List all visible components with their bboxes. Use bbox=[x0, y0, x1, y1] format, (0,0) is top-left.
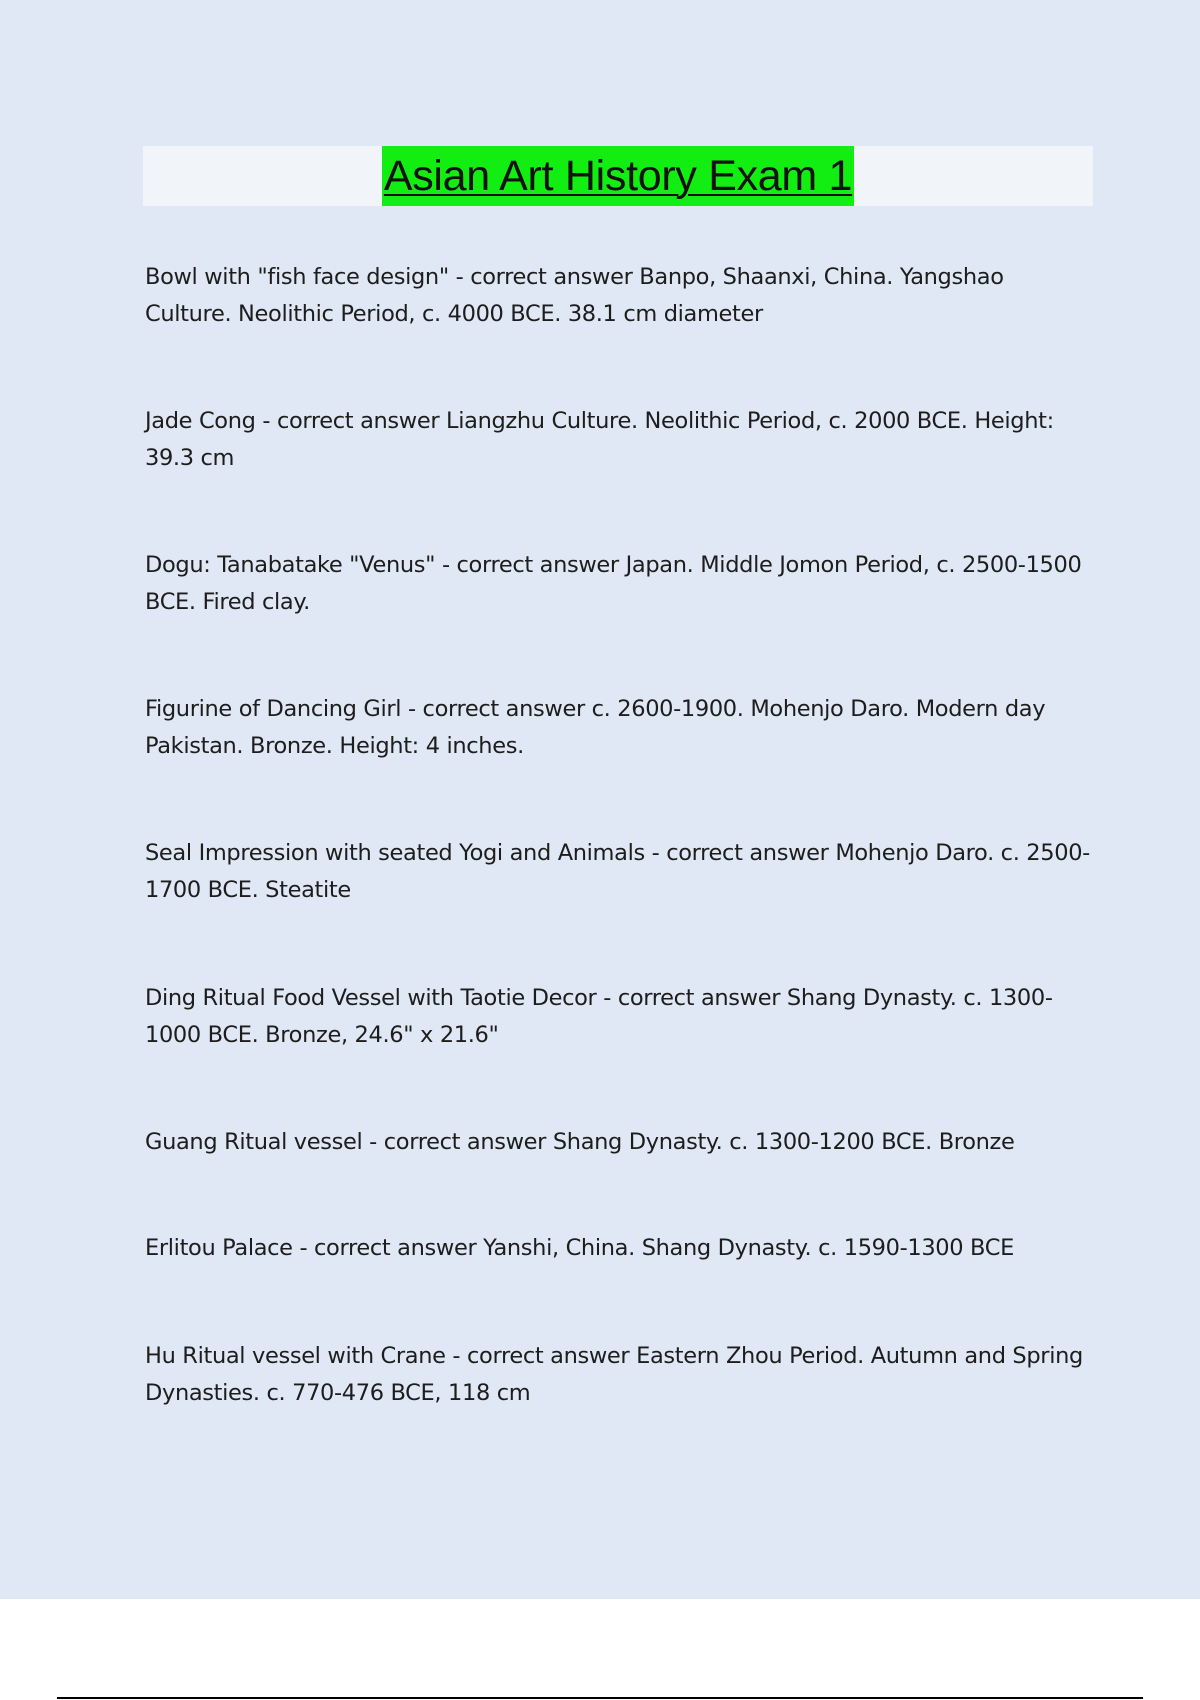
qa-item-hu-vessel: Hu Ritual vessel with Crane - correct answer Eastern Zhou Period. Autumn and Spring Dynasties. c. 770-476 BCE, 118 cm bbox=[145, 1343, 1083, 1406]
qa-item-ding-vessel: Ding Ritual Food Vessel with Taotie Decor - correct answer Shang Dynasty. c. 1300-1000 BCE. Bronze, 24.6" x 21.6" bbox=[145, 985, 1053, 1048]
qa-item-guang-vessel: Guang Ritual vessel - correct answer Shang Dynasty. c. 1300-1200 BCE. Bronze bbox=[145, 1129, 1015, 1155]
qa-item-jade-cong: Jade Cong - correct answer Liangzhu Culture. Neolithic Period, c. 2000 BCE. Height: 39.3 cm bbox=[145, 408, 1054, 471]
title-band bbox=[143, 146, 1093, 206]
qa-item-bowl-fish-face: Bowl with "fish face design" - correct answer Banpo, Shaanxi, China. Yangshao Culture. Neolithic Period, c. 4000 BCE. 38.1 cm diameter bbox=[145, 264, 1004, 327]
qa-item-dogu-venus: Dogu: Tanabatake "Venus" - correct answer Japan. Middle Jomon Period, c. 2500-1500 BCE. Fired clay. bbox=[145, 552, 1082, 615]
qa-item-seal-impression: Seal Impression with seated Yogi and Animals - correct answer Mohenjo Daro. c. 2500-1700 BCE. Steatite bbox=[145, 840, 1090, 903]
qa-item-erlitou-palace: Erlitou Palace - correct answer Yanshi, China. Shang Dynasty. c. 1590-1300 BCE bbox=[145, 1235, 1014, 1261]
document-title: Asian Art History Exam 1 bbox=[382, 146, 854, 206]
footer-divider bbox=[57, 1697, 1143, 1699]
qa-item-dancing-girl: Figurine of Dancing Girl - correct answer c. 2600-1900. Mohenjo Daro. Modern day Pakistan. Bronze. Height: 4 inches. bbox=[145, 696, 1046, 759]
